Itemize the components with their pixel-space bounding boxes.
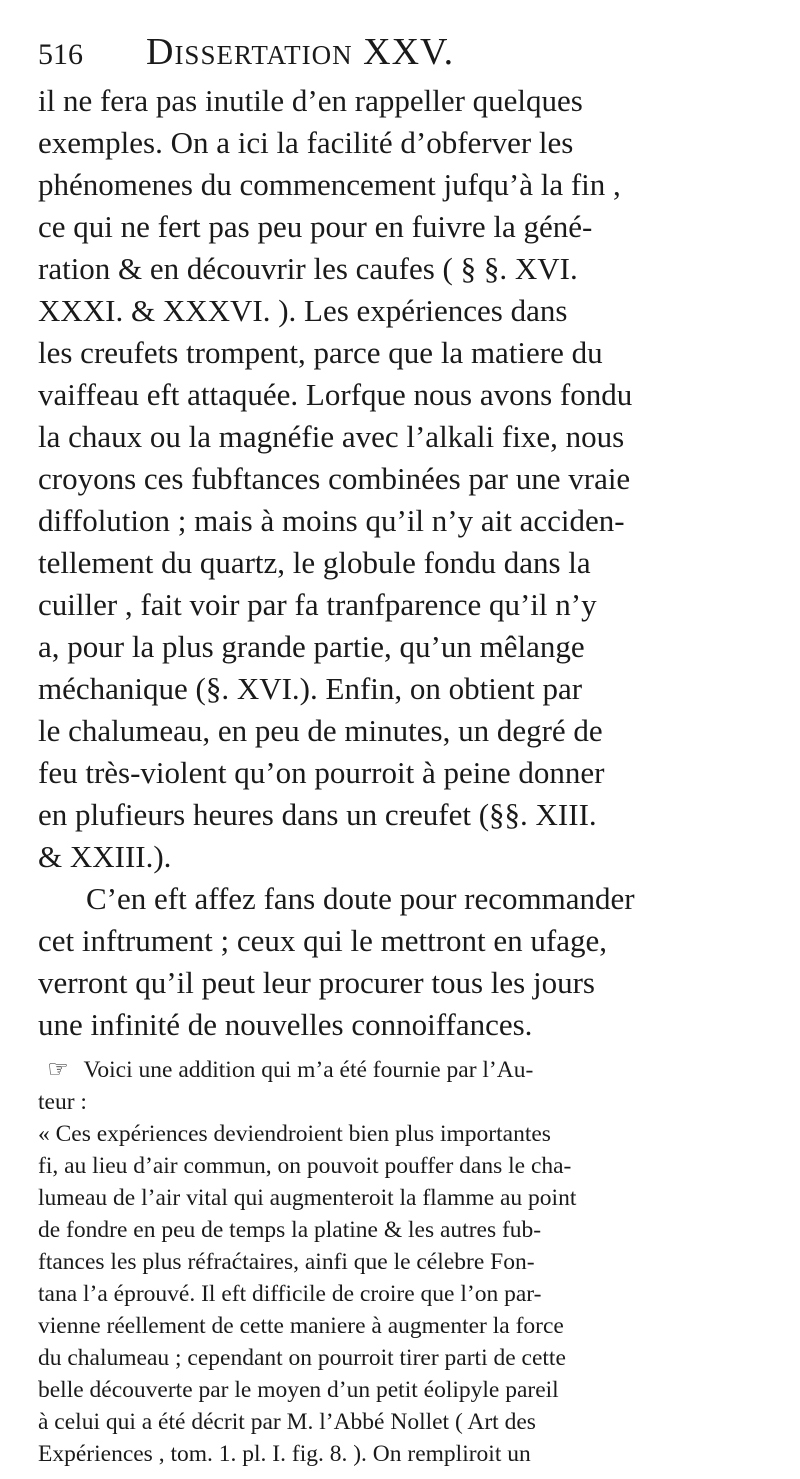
text-line: tellement du quartz, le globule fondu dans la bbox=[38, 545, 591, 580]
note-line: de fondre en peu de temps la platine & les autres fub- bbox=[38, 1217, 542, 1243]
text-line: cet inftrument ; ceux qui le mettront en ufage, bbox=[38, 923, 607, 958]
author-note bbox=[38, 1054, 786, 1470]
text-line: a, pour la plus grande partie, qu’un mêlange bbox=[38, 629, 585, 664]
note-line: du chalumeau ; cependant on pourroit tirer parti de cette bbox=[38, 1345, 566, 1371]
text-line: ce qui ne fert pas peu pour en fuivre la géné- bbox=[38, 209, 593, 244]
text-line: XXXI. & XXXVI. ). Les expériences dans bbox=[38, 293, 568, 328]
text-line: cuiller , fait voir par fa tranfparence qu’il n’y bbox=[38, 587, 597, 622]
note-line: ftances les plus réfraćtaires, ainfi que le célebre Fon- bbox=[38, 1249, 535, 1275]
main-text bbox=[38, 80, 786, 1046]
text-line: vaiffeau eft attaquée. Lorfque nous avons fondu bbox=[38, 377, 633, 412]
text-line: il ne fera pas inutile d’en rappeller quelques bbox=[38, 83, 583, 118]
note-line: fi, au lieu d’air commun, on pouvoit pouffer dans le cha- bbox=[38, 1153, 572, 1179]
text-line: méchanique (§. XVI.). Enfin, on obtient par bbox=[38, 671, 583, 706]
text-line: ration & en découvrir les caufes ( § §. XVI. bbox=[38, 251, 578, 286]
text-line: croyons ces fubftances combinées par une vraie bbox=[38, 461, 631, 496]
text-line: feu très-violent qu’on pourroit à peine donner bbox=[38, 755, 605, 790]
note-first-line: Voici une addition qui m’a été fournie par l’Au- bbox=[83, 1057, 534, 1083]
note-line: « Ces expériences deviendroient bien plus importantes bbox=[38, 1121, 551, 1147]
note-line: Expériences , tom. 1. pl. I. fig. 8. ). On rempliroit un bbox=[38, 1441, 531, 1467]
note-line: belle découverte par le moyen d’un petit éolipyle pareil bbox=[38, 1377, 559, 1403]
note-line bbox=[38, 1054, 786, 1086]
text-line: en plufieurs heures dans un creufet (§§. XIII. bbox=[38, 797, 597, 832]
running-title: Dissertation XXV. bbox=[146, 31, 455, 73]
note-line: tana l’a éprouvé. Il eft difficile de croire que l’on par- bbox=[38, 1281, 542, 1307]
note-line: lumeau de l’air vital qui augmenteroit la flamme au point bbox=[38, 1185, 577, 1211]
text-line: la chaux ou la magnéfie avec l’alkali fixe, nous bbox=[38, 419, 625, 454]
text-line: les creufets trompent, parce que la matiere du bbox=[38, 335, 603, 370]
text-line: phénomenes du commencement jufqu’à la fin , bbox=[38, 167, 621, 202]
note-line: à celui qui a été décrit par M. l’Abbé Nollet ( Art des bbox=[38, 1409, 536, 1435]
text-line: C’en eft affez fans doute pour recommander bbox=[86, 881, 635, 916]
text-line: exemples. On a ici la facilité d’obferver les bbox=[38, 125, 574, 160]
text-line: une infinité de nouvelles connoiffances. bbox=[38, 1007, 533, 1042]
page-number: 516 bbox=[38, 38, 83, 71]
text-line: verront qu’il peut leur procurer tous les jours bbox=[38, 965, 595, 1000]
note-line: vienne réellement de cette maniere à augmenter la force bbox=[38, 1313, 564, 1339]
text-line: diffolution ; mais à moins qu’il n’y ait acciden- bbox=[38, 503, 625, 538]
text-line: & XXIII.). bbox=[38, 839, 172, 874]
note-line: teur : bbox=[38, 1089, 87, 1115]
text-line: le chalumeau, en peu de minutes, un degré de bbox=[38, 713, 603, 748]
pointing-hand-icon: ☞ bbox=[47, 1057, 69, 1083]
